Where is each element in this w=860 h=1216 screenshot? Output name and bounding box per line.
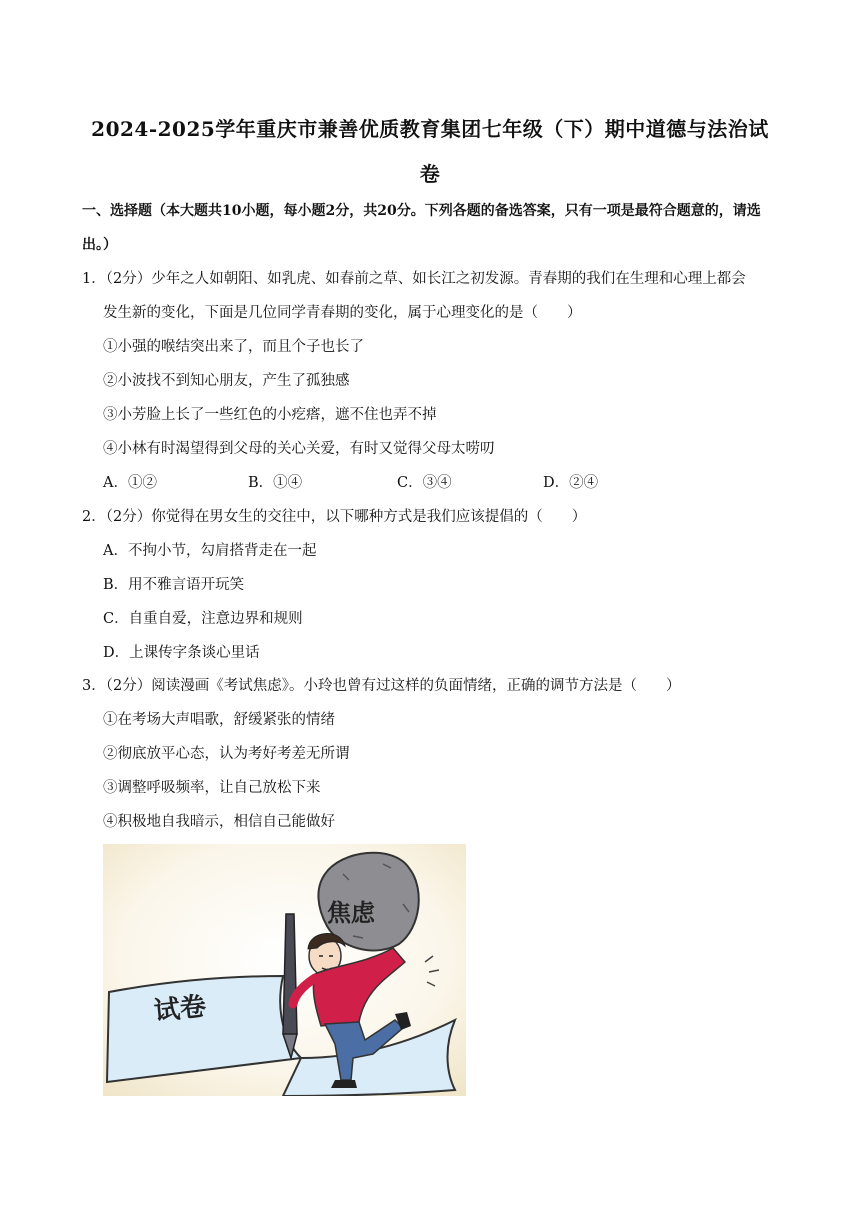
q3-item-1: ①在考场大声唱歌，舒缓紧张的情绪 [103,712,335,728]
person-shoe-left [331,1080,357,1088]
q1-stem-line1: 1．（2分）少年之人如朝阳、如乳虎、如春前之草、如长江之初发源。青春期的我们在生理和心理上都会 [82,271,746,287]
q1-option-a: A．①② [103,475,157,491]
q2-option-a: A．不拘小节，勾肩搭背走在一起 [103,543,317,559]
section-heading: 一、选择题（本大题共10小题，每小题2分，共20分。下列各题的备选答案，只有一项是最符合题意的，请选出。） [82,203,761,253]
q2-option-c: C．自重自爱，注意边界和规则 [103,611,303,627]
q3-item-3: ③调整呼吸频率，让自己放松下来 [103,780,321,796]
giant-pen [283,914,297,1040]
q1-item-1: ①小强的喉结突出来了，而且个子也长了 [103,339,364,355]
exam-title-line1: 2024-2025学年重庆市兼善优质教育集团七年级（下）期中道德与法治试 [91,117,769,141]
q1-option-b: B．①④ [248,475,303,491]
q3-stem: 3．（2分）阅读漫画《考试焦虑》。小玲也曾有过这样的负面情绪，正确的调节方法是（ ） [82,678,681,694]
q1-item-3: ③小芳脸上长了一些红色的小疙瘩，遮不住也弄不掉 [103,407,437,423]
exam-title-line2: 卷 [419,162,441,186]
q3-item-2: ②彻底放平心态，认为考好考差无所谓 [103,746,350,762]
q1-option-d: D．②④ [543,475,599,491]
q1-item-4: ④小林有时渴望得到父母的关心关爱，有时又觉得父母太唠叨 [103,441,495,457]
exam-anxiety-cartoon [103,844,466,1096]
q1-option-c: C．③④ [397,475,452,491]
boulder-label: 焦虑 [327,899,375,927]
q2-option-b: B．用不雅言语开玩笑 [103,577,245,593]
q2-stem: 2．（2分）你觉得在男女生的交往中，以下哪种方式是我们应该提倡的（ ） [82,509,587,525]
exam-paper-label: 试卷 [152,991,208,1027]
q3-item-4: ④积极地自我暗示，相信自己能做好 [103,814,335,830]
q1-stem-line2: 发生新的变化，下面是几位同学青春期的变化，属于心理变化的是（ ） [103,305,582,321]
q2-option-d: D．上课传字条谈心里话 [103,645,260,661]
q1-item-2: ②小波找不到知心朋友，产生了孤独感 [103,373,350,389]
